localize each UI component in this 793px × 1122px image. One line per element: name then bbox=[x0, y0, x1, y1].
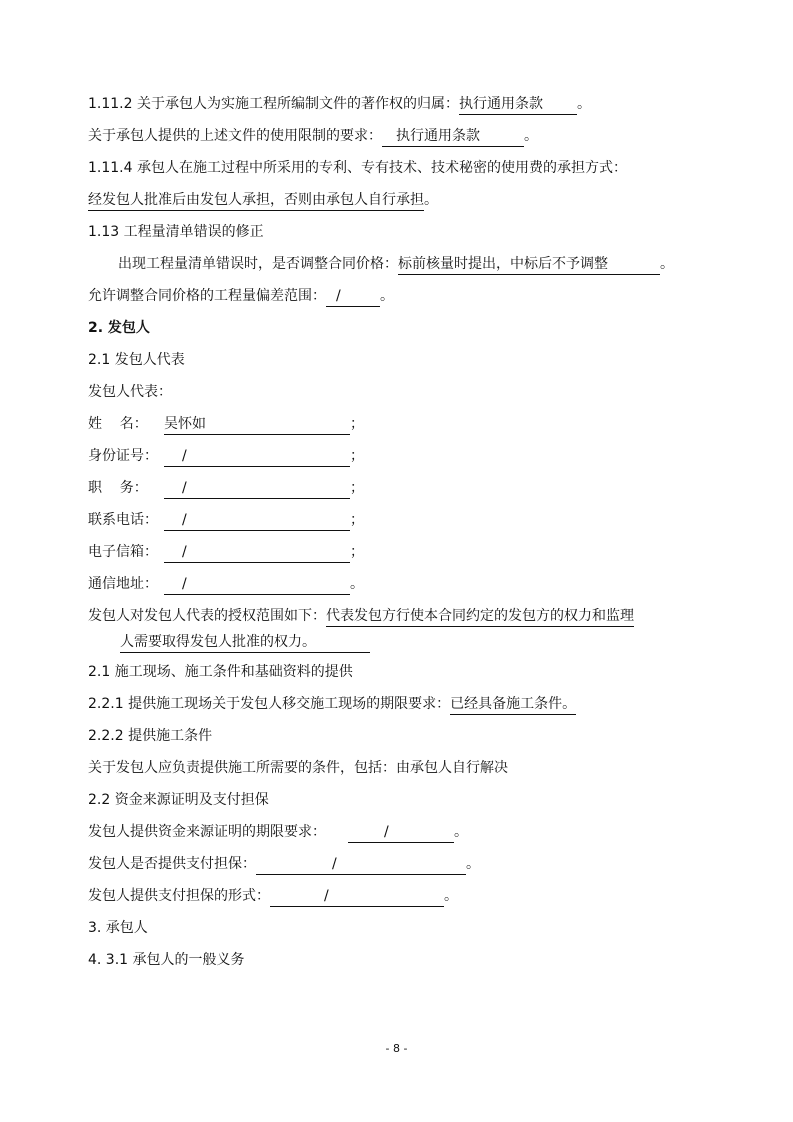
quantity-deviation-line: 允许调整合同价格的工程量偏差范围： / 。 bbox=[88, 284, 394, 308]
section-heading: 2. 发包人 bbox=[88, 320, 150, 336]
clause-text: 发包人代表： bbox=[88, 384, 172, 400]
field-label: 姓 名： bbox=[88, 416, 148, 432]
clause-text: 发包人提供资金来源证明的期限要求： bbox=[88, 824, 326, 840]
authorization-scope-line bbox=[88, 604, 634, 628]
quantity-error-line: 出现工程量清单错误时，是否调整合同价格：标前核量时提出，中标后不予调整 。 bbox=[118, 252, 674, 276]
clause-text: 关于发包人应负责提供施工所需要的条件，包括：由承包人自行解决 bbox=[88, 760, 508, 776]
field-label: 通信地址： bbox=[88, 576, 158, 592]
clause-1-11-2: 1.11.2 关于承包人为实施工程所编制文件的著作权的归属：执行通用条款 。 bbox=[88, 92, 591, 116]
field-label: 职 务： bbox=[88, 480, 148, 496]
filled-value: 执行通用条款 bbox=[459, 94, 577, 115]
filled-value: 执行通用条款 bbox=[382, 126, 524, 147]
section-heading: 2.1 发包人代表 bbox=[88, 352, 185, 368]
clause-text: 关于承包人提供的上述文件的使用限制的要求： bbox=[88, 128, 382, 144]
clause-text: 发包人是否提供支付担保： bbox=[88, 856, 256, 872]
clause-1-13-heading bbox=[88, 220, 264, 244]
rep-email-field: 电子信箱： / ； bbox=[88, 540, 364, 564]
section-heading: 3. 承包人 bbox=[88, 920, 148, 936]
patent-fee-answer: 经发包人批准后由发包人承担，否则由承包人自行承担。 bbox=[88, 188, 438, 212]
clause-2-1-heading bbox=[88, 348, 185, 372]
funding-heading bbox=[88, 788, 269, 812]
filled-value: 已经具备施工条件。 bbox=[450, 694, 576, 715]
section-heading: 2.2.2 提供施工条件 bbox=[88, 728, 213, 744]
field-value: 吴怀如 bbox=[164, 414, 350, 435]
clause-text: 发包人对发包人代表的授权范围如下： bbox=[88, 608, 326, 624]
filled-value: / bbox=[270, 886, 444, 907]
clause-3-1-heading bbox=[88, 948, 245, 972]
clause-text: 1.11.2 关于承包人为实施工程所编制文件的著作权的归属： bbox=[88, 96, 459, 112]
field-value: / bbox=[164, 542, 350, 563]
filled-value: / bbox=[256, 854, 466, 875]
section-heading: 4. 3.1 承包人的一般义务 bbox=[88, 952, 245, 968]
filled-value: 经发包人批准后由发包人承担，否则由承包人自行承担 bbox=[88, 190, 424, 211]
filled-value: 标前核量时提出，中标后不予调整 bbox=[398, 254, 660, 275]
site-handover-line bbox=[88, 692, 576, 716]
site-conditions-heading bbox=[88, 660, 353, 684]
filled-value: / bbox=[326, 286, 380, 307]
section-heading: 2.2 资金来源证明及支付担保 bbox=[88, 792, 269, 808]
rep-position-field: 职 务： / ； bbox=[88, 476, 364, 500]
funding-proof-line: 发包人提供资金来源证明的期限要求： / 。 bbox=[88, 820, 468, 844]
section-3-heading bbox=[88, 916, 148, 940]
field-value: / bbox=[164, 574, 350, 595]
filled-value: / bbox=[348, 822, 454, 843]
guarantee-form-line: 发包人提供支付担保的形式： / 。 bbox=[88, 884, 458, 908]
field-value: / bbox=[164, 510, 350, 531]
page-number: - 8 - bbox=[385, 1042, 408, 1055]
field-label: 身份证号： bbox=[88, 448, 158, 464]
clause-text: 允许调整合同价格的工程量偏差范围： bbox=[88, 288, 326, 304]
clause-text: 1.11.4 承包人在施工过程中所采用的专利、专有技术、技术秘密的使用费的承担方式： bbox=[88, 160, 627, 176]
rep-id-field: 身份证号： / ； bbox=[88, 444, 364, 468]
clause-text: 2.2.1 提供施工现场关于发包人移交施工现场的期限要求： bbox=[88, 696, 451, 712]
usage-restriction-line: 关于承包人提供的上述文件的使用限制的要求： 执行通用条款 。 bbox=[88, 124, 538, 148]
section-2-heading bbox=[88, 316, 150, 340]
field-value: / bbox=[164, 478, 350, 499]
clause-text: 出现工程量清单错误时，是否调整合同价格： bbox=[118, 256, 398, 272]
authorization-scope-continued bbox=[120, 630, 370, 654]
conditions-line bbox=[88, 756, 508, 780]
clause-2-2-2-heading bbox=[88, 724, 212, 748]
section-heading: 2.1 施工现场、施工条件和基础资料的提供 bbox=[88, 664, 353, 680]
rep-name-field: 姓 名： 吴怀如 ； bbox=[88, 412, 364, 436]
rep-phone-field: 联系电话： / ； bbox=[88, 508, 364, 532]
field-label: 电子信箱： bbox=[88, 544, 158, 560]
filled-value: 代表发包方行使本合同约定的发包方的权力和监理 bbox=[326, 606, 634, 627]
clause-1-11-4 bbox=[88, 156, 627, 180]
payment-guarantee-line: 发包人是否提供支付担保： / 。 bbox=[88, 852, 480, 876]
rep-address-field: 通信地址： / 。 bbox=[88, 572, 364, 596]
section-heading: 1.13 工程量清单错误的修正 bbox=[88, 224, 264, 240]
filled-value: 人需要取得发包人批准的权力。 bbox=[120, 632, 370, 653]
field-label: 联系电话： bbox=[88, 512, 158, 528]
field-value: / bbox=[164, 446, 350, 467]
clause-text: 发包人提供支付担保的形式： bbox=[88, 888, 270, 904]
representative-label bbox=[88, 380, 172, 404]
